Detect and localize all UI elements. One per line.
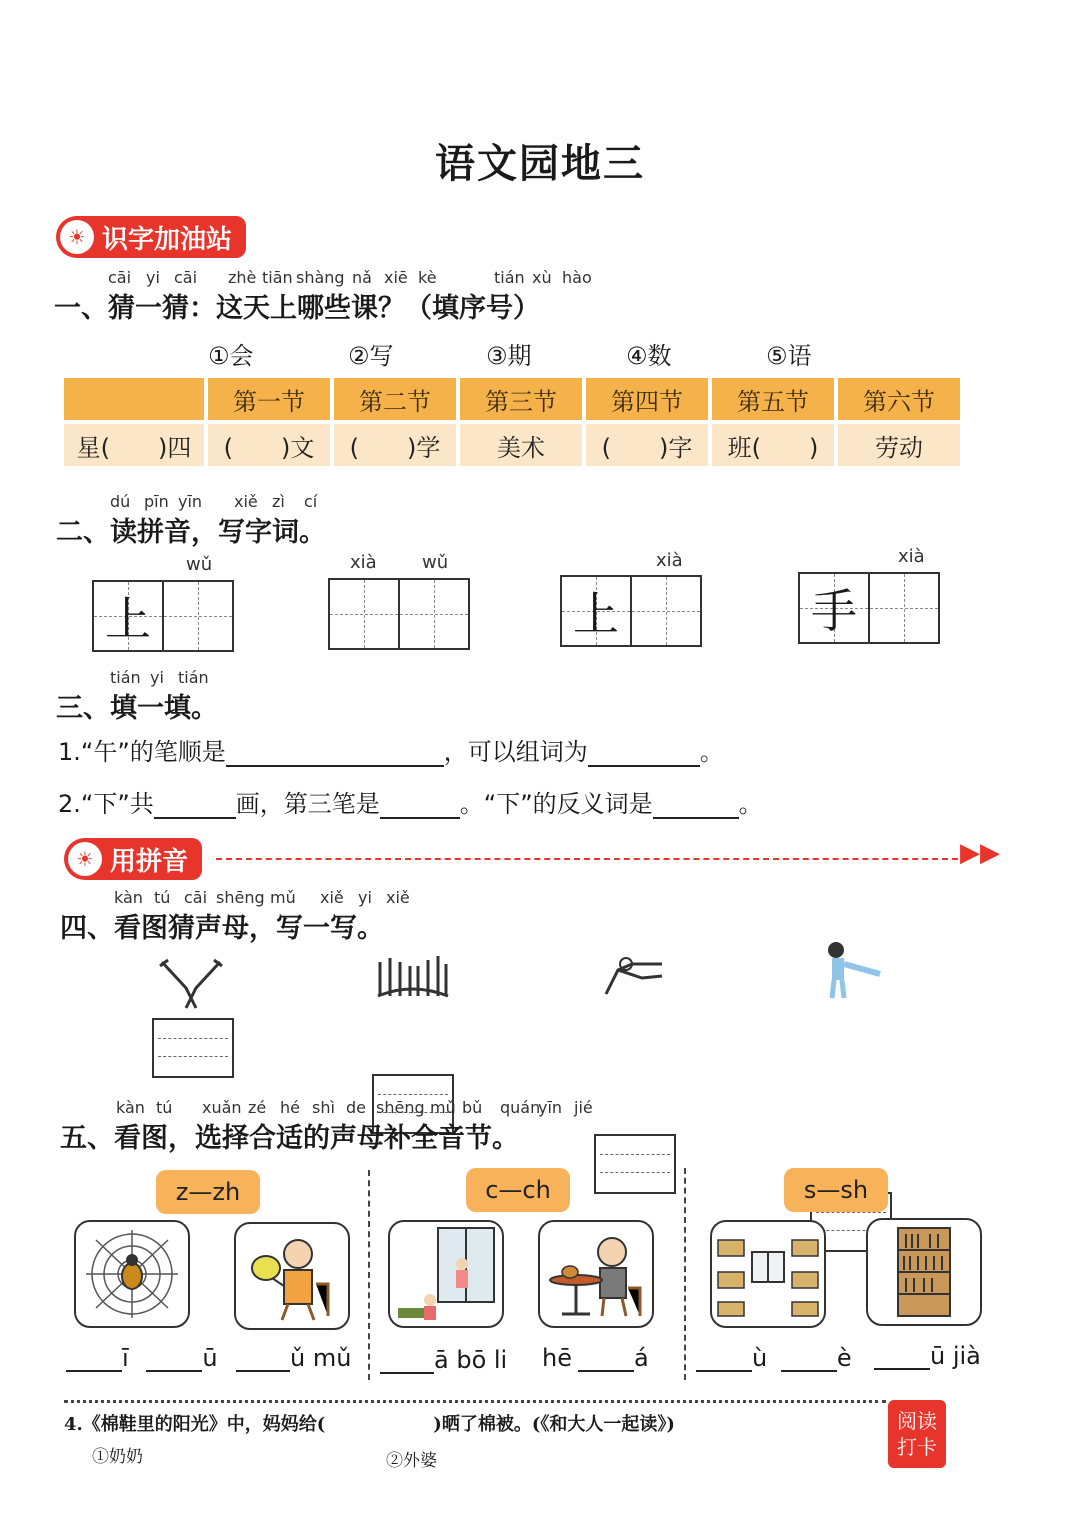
section-badge-literacy (56, 216, 246, 258)
lightbulb-icon: ☀ (68, 842, 102, 876)
table-cell[interactable]: 星( )四 (64, 424, 204, 466)
pinyin: cí (304, 492, 318, 511)
pinyin: tián (494, 268, 525, 287)
section-label: 识字加油站 (102, 224, 233, 255)
syllable-item (696, 1344, 852, 1372)
table-header: 第二节 (334, 378, 456, 420)
q5-title: 五、看图，选择合适的声母补全音节。 (60, 1123, 519, 1154)
cell-char: 手 (811, 584, 857, 638)
cell-pinyin: xià (350, 552, 377, 573)
schedule-body-row (64, 424, 960, 466)
q3-line-2 (58, 784, 763, 819)
table-header: 第四节 (586, 378, 708, 420)
tianzige-group (328, 578, 470, 650)
pinyin: hào (562, 268, 592, 287)
answer-box[interactable] (594, 1134, 676, 1194)
prompt-text: 画，第三笔是 (235, 790, 380, 818)
syllable-text: á (633, 1344, 649, 1372)
answer-blank[interactable] (588, 765, 700, 767)
pinyin: cāi (174, 268, 198, 287)
grandma-icon (236, 1224, 348, 1328)
prompt-text: 。 (699, 738, 724, 766)
pinyin: mǔ (270, 888, 296, 907)
card-line: 打卡 (897, 1435, 937, 1459)
answer-blank[interactable] (380, 817, 460, 819)
tianzige-cell[interactable] (398, 578, 470, 650)
pinyin: xiē (384, 268, 408, 287)
pinyin: yi (146, 268, 160, 287)
cell-char (632, 577, 700, 645)
q5-pinyin-row (116, 1098, 616, 1118)
pinyin: shēng (376, 1098, 425, 1117)
syllable-text: ū jià (930, 1342, 981, 1370)
syllable-text: ū (202, 1344, 218, 1372)
pinyin: tián (110, 668, 141, 687)
pinyin: tián (178, 668, 209, 687)
syllable-item (380, 1346, 507, 1374)
tianzige-group (560, 575, 702, 647)
tianzige-cell[interactable] (868, 572, 940, 644)
table-cell[interactable]: 班( ) (712, 424, 834, 466)
q4-pinyin-row (114, 888, 454, 908)
schedule-table (60, 374, 964, 470)
pinyin: de (346, 1098, 366, 1117)
prompt-text: 。“下”的反义词是 (459, 790, 653, 818)
reading-checkin-card (888, 1400, 946, 1468)
crossed-hands-icon (156, 958, 226, 1012)
q1-title: 一、猜一猜：这天上哪些课？（填序号） (54, 293, 540, 324)
tianzige-cell[interactable] (630, 575, 702, 647)
table-header: 第六节 (838, 378, 960, 420)
pinyin: xù (532, 268, 552, 287)
option: ①会 (208, 342, 254, 370)
tea-picture (538, 1220, 654, 1328)
syllable-text: ǔ mǔ (290, 1344, 352, 1372)
double-arrow-icon: ▶▶ (960, 838, 1000, 868)
window-kids-icon (390, 1222, 502, 1326)
answer-blank[interactable] (380, 1372, 434, 1374)
footer-divider (64, 1400, 886, 1403)
answer-box[interactable] (152, 1018, 234, 1078)
pinyin: yīn (178, 492, 203, 511)
group-separator (684, 1168, 686, 1380)
tianzige-group (92, 580, 234, 652)
spider-picture (74, 1220, 190, 1328)
bookshelf-icon (868, 1220, 980, 1324)
syllable-item (874, 1342, 981, 1370)
table-header: 第五节 (712, 378, 834, 420)
pinyin: mǔ (430, 1098, 456, 1117)
answer-blank[interactable] (781, 1370, 837, 1372)
cell-char (400, 580, 468, 648)
pinyin: pīn (144, 492, 169, 511)
tianzige-cell (560, 575, 632, 647)
q2-pinyin-row (110, 492, 370, 512)
syllable-item (66, 1344, 218, 1372)
syllable-text: ā bō li (434, 1346, 508, 1374)
cell-pinyin: wǔ (186, 554, 213, 575)
reading-option[interactable]: ②外婆 (386, 1451, 437, 1471)
option: ②写 (348, 342, 394, 370)
table-header: 第三节 (460, 378, 582, 420)
q2-title: 二、读拼音，写字词。 (56, 517, 326, 548)
tianzige-cell[interactable] (162, 580, 234, 652)
q3-title: 三、填一填。 (56, 693, 218, 724)
tianzige-group (798, 572, 940, 644)
pinyin: yi (150, 668, 164, 687)
reading-question: 4.《棉鞋里的阳光》中，妈妈给( )晒了棉被。(《和大人一起读》) (64, 1414, 675, 1435)
pinyin: xiě (386, 888, 410, 907)
syllable-item (542, 1344, 649, 1372)
cell-char (330, 580, 398, 648)
cell-pinyin: xià (656, 550, 683, 571)
item-number: 1. (58, 738, 81, 766)
pinyin: xiě (234, 492, 258, 511)
pinyin: bǔ (462, 1098, 483, 1117)
pinyin: quán (500, 1098, 541, 1117)
person-pointing-icon (822, 940, 884, 1000)
reading-option[interactable]: ①奶奶 (92, 1447, 143, 1467)
syllable-text: ī (122, 1344, 129, 1372)
cell-pinyin: wǔ (422, 552, 449, 573)
table-cell: 劳动 (838, 424, 960, 466)
answer-blank[interactable] (696, 1370, 752, 1372)
bookshelf-picture (866, 1218, 982, 1326)
card-line: 阅读 (897, 1409, 937, 1433)
pinyin: xuǎn (202, 1098, 242, 1117)
tianzige-cell (798, 572, 870, 644)
pinyin: kàn (116, 1098, 145, 1117)
initial-pair-pill: z—zh (156, 1170, 260, 1214)
group-separator (368, 1170, 370, 1380)
table-cell[interactable]: ( )字 (586, 424, 708, 466)
syllable-text: hē (542, 1344, 572, 1372)
pinyin: shàng (296, 268, 345, 287)
pinyin: tú (156, 1098, 173, 1117)
dormitory-picture (710, 1220, 826, 1328)
tianzige-cell (92, 580, 164, 652)
section-label: 用拼音 (110, 846, 189, 877)
cell-char (870, 574, 938, 642)
syllable-text: ù (752, 1344, 768, 1372)
pinyin: shēng (216, 888, 265, 907)
q4-title: 四、看图猜声母，写一写。 (60, 913, 384, 944)
initial-pair-pill: s—sh (784, 1168, 888, 1212)
section-divider (216, 858, 958, 860)
prompt-text: “下”共 (80, 790, 154, 818)
bunk-beds-icon (712, 1222, 824, 1326)
item-number: 2. (58, 790, 81, 818)
answer-blank[interactable] (66, 1370, 122, 1372)
page-title: 语文园地三 (435, 140, 645, 187)
option: ③期 (486, 342, 532, 370)
hand-gesture-icon (602, 950, 668, 998)
answer-blank[interactable] (236, 1370, 290, 1372)
hands-shape-icon (374, 952, 452, 1002)
pinyin: zhè (228, 268, 257, 287)
answer-blank[interactable] (154, 817, 236, 819)
spider-web-icon (76, 1222, 188, 1326)
pinyin: cāi (184, 888, 208, 907)
pinyin: tiān (262, 268, 293, 287)
tianzige-cell[interactable] (328, 578, 400, 650)
answer-blank[interactable] (146, 1370, 202, 1372)
pinyin: xiě (320, 888, 344, 907)
prompt-text: 。 (738, 790, 763, 818)
answer-blank[interactable] (653, 817, 739, 819)
pinyin: dú (110, 492, 131, 511)
pinyin: jié (574, 1098, 593, 1117)
table-cell[interactable]: ( )文 (208, 424, 330, 466)
table-cell[interactable]: ( )学 (334, 424, 456, 466)
pinyin: shì (312, 1098, 335, 1117)
pinyin: yīn (538, 1098, 563, 1117)
pinyin: kè (418, 268, 437, 287)
answer-blank[interactable] (874, 1368, 930, 1370)
grandpa-tea-icon (540, 1222, 652, 1326)
table-corner (64, 378, 204, 420)
pinyin: kàn (114, 888, 143, 907)
lightbulb-icon: ☀ (60, 220, 94, 254)
table-header: 第一节 (208, 378, 330, 420)
pinyin: zì (272, 492, 285, 511)
section-badge-pinyin (64, 838, 202, 880)
cell-pinyin: xià (898, 546, 925, 567)
pinyin: cāi (108, 268, 132, 287)
pinyin: nǎ (352, 268, 372, 287)
q3-pinyin-row (110, 668, 250, 688)
syllable-item (236, 1344, 351, 1372)
syllable-text: è (836, 1344, 852, 1372)
pinyin: tú (154, 888, 171, 907)
option: ④数 (626, 342, 672, 370)
answer-blank[interactable] (226, 765, 444, 767)
prompt-text: “午”的笔顺是 (80, 738, 226, 766)
pinyin: hé (280, 1098, 300, 1117)
cell-char: 上 (105, 592, 151, 646)
table-cell: 美术 (460, 424, 582, 466)
grandma-fan-picture (234, 1222, 350, 1330)
window-picture (388, 1220, 504, 1328)
option: ⑤语 (766, 342, 812, 370)
prompt-text: ，可以组词为 (443, 738, 588, 766)
answer-blank[interactable] (578, 1370, 634, 1372)
cell-char: 上 (573, 587, 619, 641)
q3-line-1 (58, 732, 724, 767)
pinyin: zé (248, 1098, 267, 1117)
pinyin: yi (358, 888, 372, 907)
initial-pair-pill: c—ch (466, 1168, 570, 1212)
cell-char (164, 582, 232, 650)
schedule-header-row (64, 378, 960, 420)
